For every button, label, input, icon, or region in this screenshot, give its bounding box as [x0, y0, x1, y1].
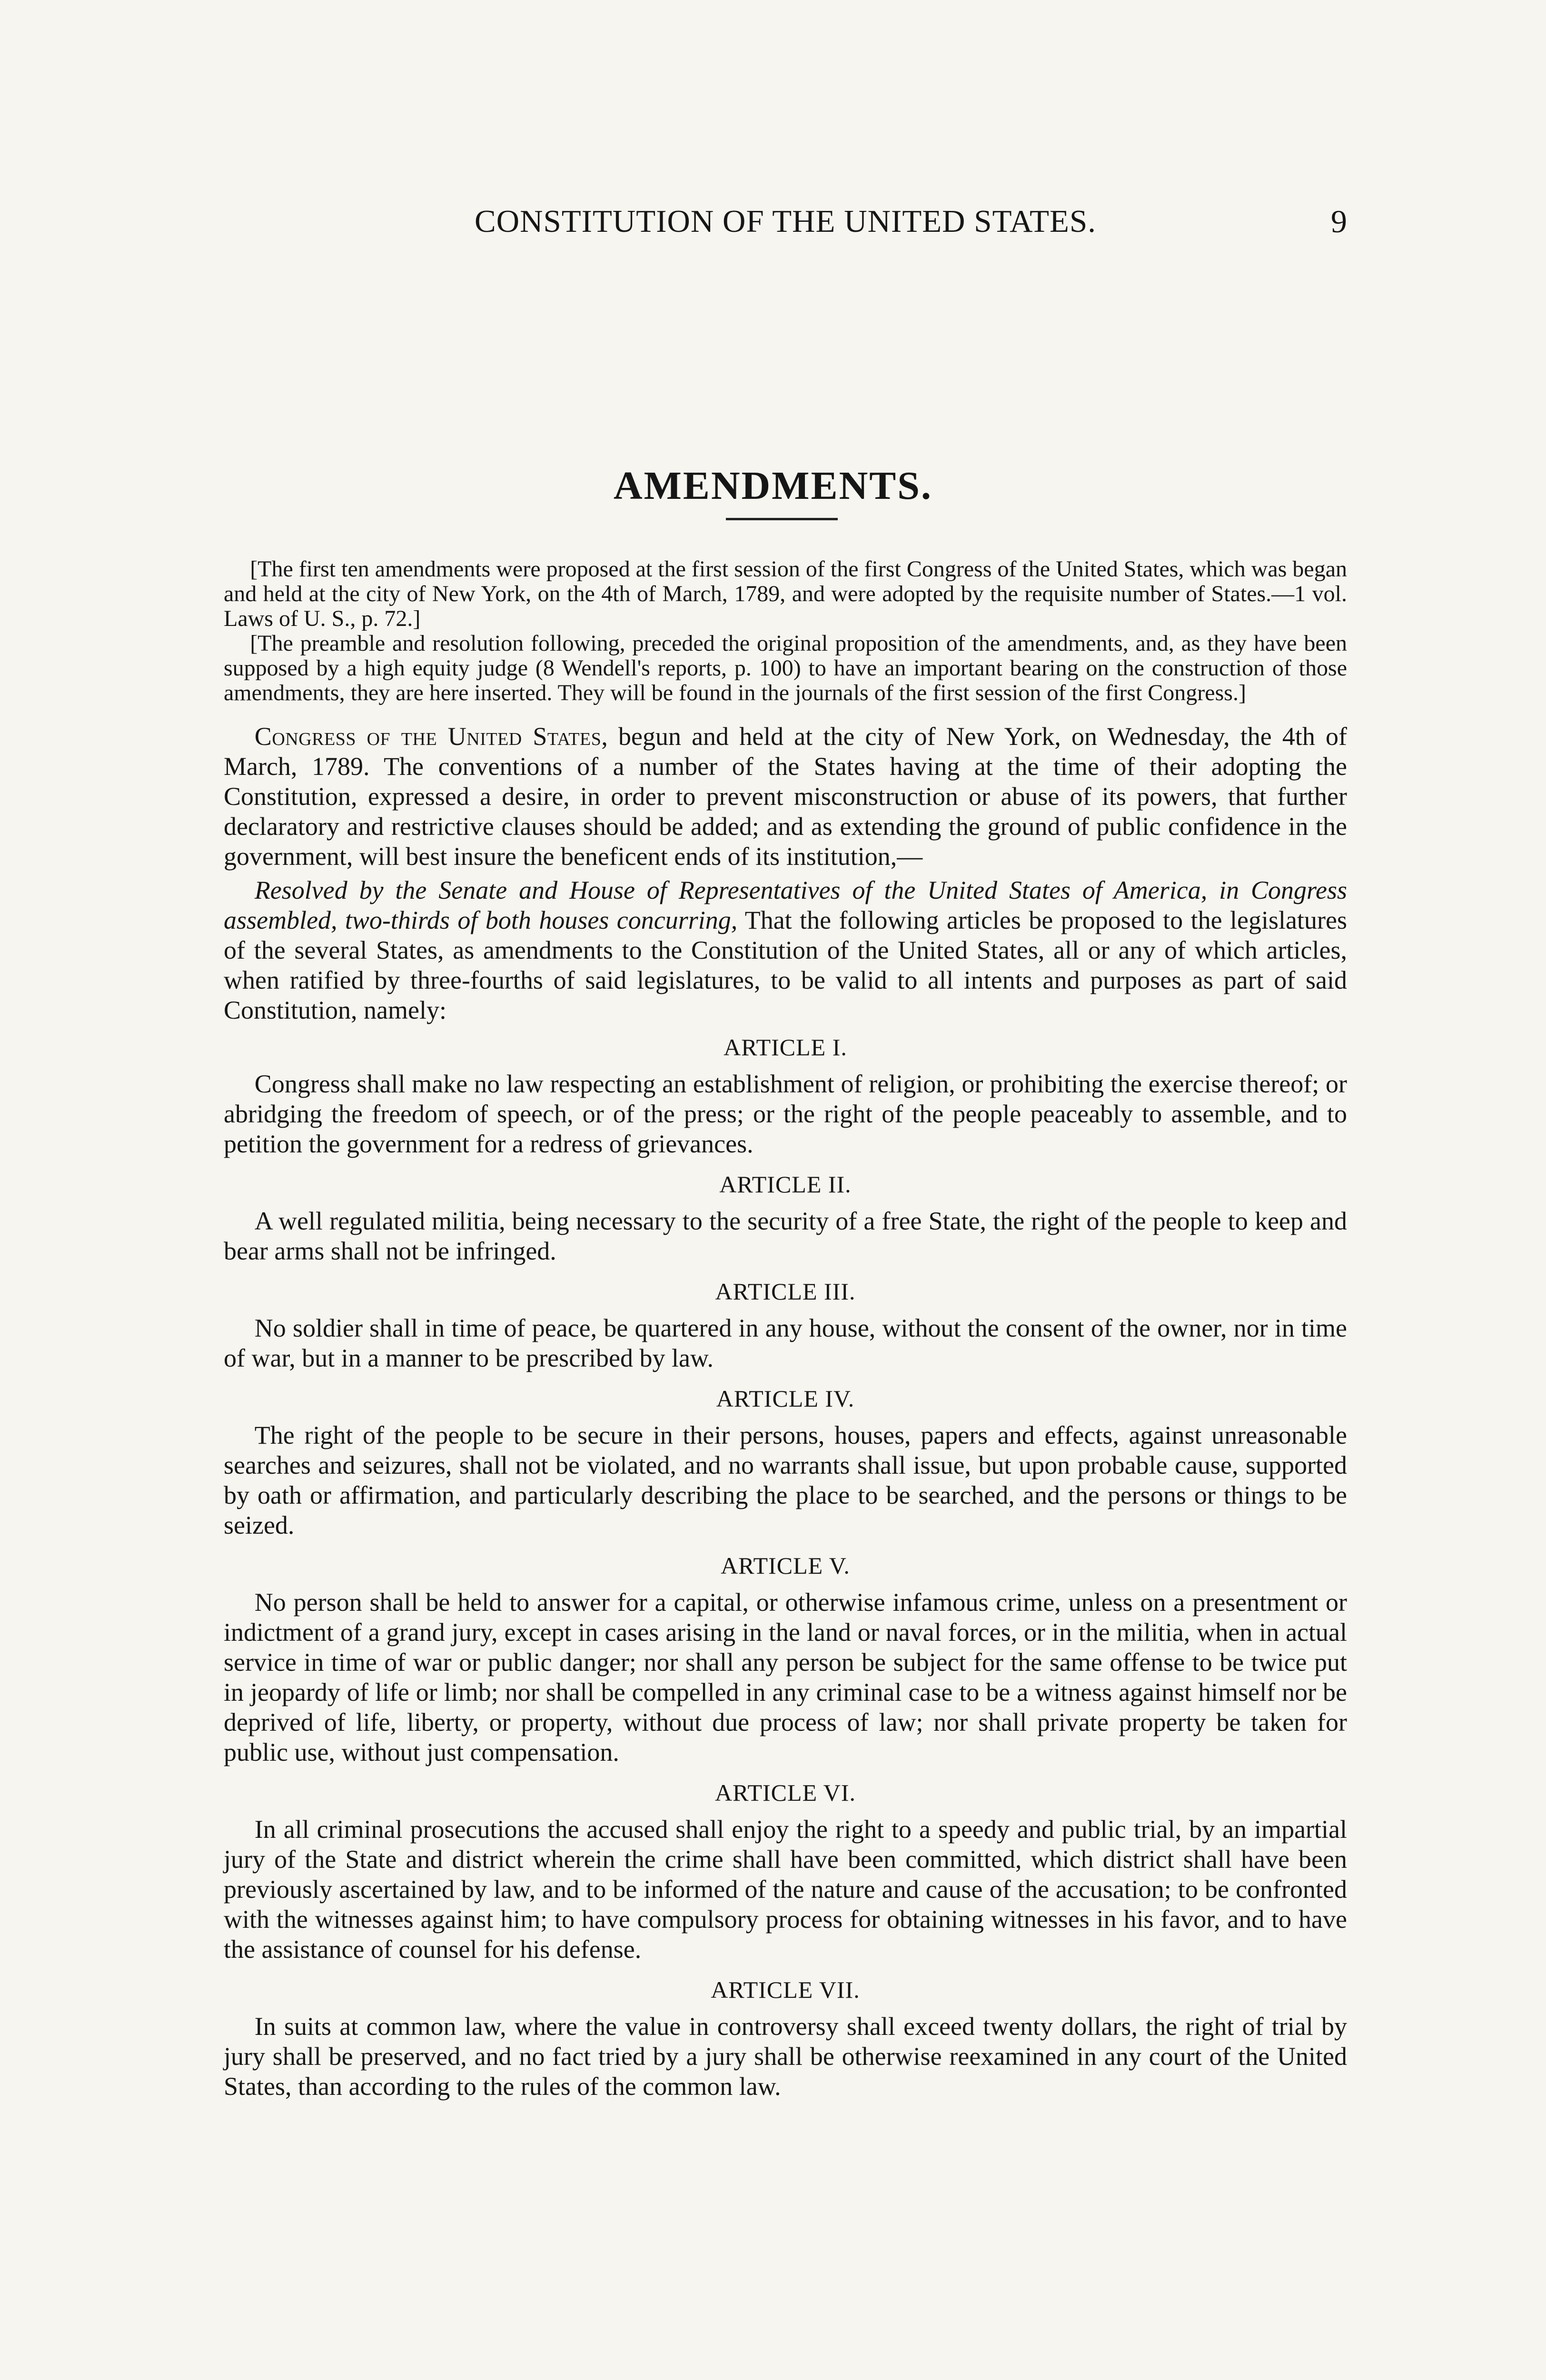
- page-number: 9: [1331, 203, 1347, 239]
- amendments-heading: AMENDMENTS.: [613, 464, 932, 508]
- congress-preamble: [224, 722, 1347, 872]
- heading-rule: [726, 518, 838, 520]
- article-heading: ARTICLE V.: [721, 1552, 850, 1579]
- editorial-note-first: [The first ten amendments were proposed at the first session of the first Congress of the United States, which was began and held at the city of New York, on the 4th of March, 1789, and were adopted by the requisite number of States.—1 vol. Laws of U. S., p. 72.]: [224, 556, 1347, 631]
- editorial-notes: [224, 557, 1347, 705]
- article-text: No soldier shall in time of peace, be quartered in any house, without the consent of the owner, nor in time of war, but in a manner to be prescribed by law.: [224, 1314, 1347, 1372]
- article-2: [224, 1171, 1347, 1266]
- article-heading: ARTICLE I.: [723, 1034, 847, 1061]
- article-text: A well regulated militia, being necessary to the security of a free State, the right of the people to keep and bear arms shall not be infringed.: [224, 1207, 1347, 1265]
- article-heading: ARTICLE III.: [715, 1278, 856, 1305]
- congress-preamble-text: , begun and held at the city of New York, on Wednesday, the 4th of March, 1789. The conventions of a number of the States having at the time of their adopting the Constitution, expressed a desire, in order to prevent misconstruction or abuse of its powers, that further declaratory and restrictive clauses should be added; and as extending the ground of public confidence in the government, will best insure the beneficent ends of its institution,—: [224, 722, 1348, 871]
- article-4: [224, 1385, 1347, 1540]
- running-title: CONSTITUTION OF THE UNITED STATES.: [475, 204, 1096, 239]
- article-heading: ARTICLE VI.: [715, 1779, 856, 1806]
- article-heading: ARTICLE IV.: [716, 1385, 855, 1412]
- article-text: Congress shall make no law respecting an establishment of religion, or prohibiting the exercise thereof; or abridging the freedom of speech, or of the press; or the right of the people peaceably to assemble, and to petition the government for a redress of grievances.: [224, 1070, 1347, 1158]
- resolution-italic-text: Resolved by the Senate and House of Representatives of the United States of America, in Congress assembled, two-thirds of both houses concurring,: [224, 876, 1347, 934]
- congress-name: Congress of the United States: [254, 722, 602, 751]
- article-1: [224, 1034, 1347, 1159]
- article-3: [224, 1278, 1347, 1373]
- article-text: In suits at common law, where the value in controversy shall exceed twenty dollars, the right of trial by jury shall be preserved, and no fact tried by a jury shall be otherwise reexamined in any court of the United States, than according to the rules of the common law.: [224, 2012, 1347, 2101]
- article-text: No person shall be held to answer for a capital, or otherwise infamous crime, unless on a presentment or indictment of a grand jury, except in cases arising in the land or naval forces, or in the militia, when in actual service in time of war or public danger; nor shall any person be subject for the same offense to be twice put in jeopardy of life or limb; nor shall be compelled in any criminal case to be a witness against himself nor be deprived of life, liberty, or property, without due process of law; nor shall private property be taken for public use, without just compensation.: [224, 1588, 1347, 1766]
- article-heading: ARTICLE II.: [719, 1171, 852, 1198]
- editorial-note-second: [The preamble and resolution following, preceded the original proposition of the amendments, and, as they have been supposed by a high equity judge (8 Wendell's reports, p. 100) to have an important bearing on the construction of those amendments, they are here inserted. They will be found in the journals of the first session of the first Congress.]: [224, 631, 1347, 705]
- page-header: [224, 200, 1347, 243]
- article-heading: ARTICLE VII.: [711, 1976, 860, 2003]
- article-text: The right of the people to be secure in their persons, houses, papers and effects, against unreasonable searches and seizures, shall not be violated, and no warrants shall issue, but upon probable cause, supported by oath or affirmation, and particularly describing the place to be searched, and the persons or things to be seized.: [224, 1421, 1347, 1539]
- article-6: [224, 1779, 1347, 1964]
- amendments-body: [224, 557, 1347, 2113]
- article-7: [224, 1976, 1347, 2102]
- resolution-text: That the following articles be proposed to the legislatures of the several States, as amendments to the Constitution of the United States, all or any of which articles, when ratified by three-fourths of said legislatures, to be valid to all intents and purposes as part of said Constitution, namely:: [224, 906, 1347, 1024]
- resolution-paragraph: [224, 875, 1347, 1025]
- article-text: In all criminal prosecutions the accused shall enjoy the right to a speedy and public trial, by an impartial jury of the State and district wherein the crime shall have been committed, which district shall have been previously ascertained by law, and to be informed of the nature and cause of the accusation; to be confronted with the witnesses against him; to have compulsory process for obtaining witnesses in his favor, and to have the assistance of counsel for his defense.: [224, 1815, 1347, 1964]
- article-5: [224, 1552, 1347, 1767]
